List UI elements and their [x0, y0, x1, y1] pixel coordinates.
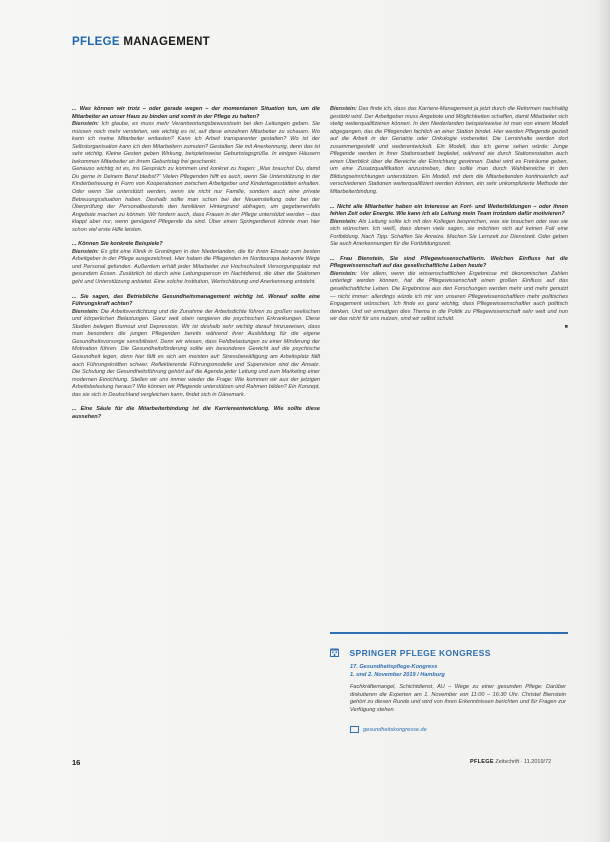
footer-magazine-name: PFLEGE	[470, 759, 494, 765]
box-subtitle-line: 17. Gesundheitspflege-Kongress	[350, 664, 438, 670]
paragraph-text: Genauso wichtig ist es, ins Gespräch zu kommen und konkret zu fragen: „Was brauchst Du, damit Du gerne in Deinem Beruf bleibst?“ Vielen Pflegenden hilft es auch, wenn Sie Unterstützung in der Kinderbetreuung in Form von Kooperationen zwischen Arbeitgeber und Kindertagesstätten erhalten. Oder wenn Sie unterstützt werden, wenn sie nicht nur Familie, sondern auch eine private Betreuungssituation haben. Deshalb sollte man schon bei der Neueinstellung oder bei der Überprüfung der Personalbestands den familiären Hintergrund abfragen, um gegebenenfalls Angebote machen zu können. Wir fordern auch, dass Frauen in der Pflege unterstützt werden – das klappt aber nur, wenn genügend Pflegende da sind. Über einen Springerdienst könnte man hier schon viel erste Hilfe leisten.	[72, 166, 320, 233]
paragraph-gap	[72, 287, 320, 294]
monitor-icon	[350, 726, 359, 733]
box-link[interactable]	[350, 726, 427, 733]
article-end-mark: ■	[564, 323, 568, 330]
kongress-info-box	[330, 632, 568, 742]
interview-answer	[72, 121, 320, 166]
answer-text: Die Arbeitsverdichtung und die Zunahme der Arbeitsdichte führen zu großen seelischen und körperlichen Belastungen. Ganz weit oben rangieren die psychischen Erkrankungen. Diese Studien belegen Burnout und Depression. Wir ist deshalb sehr wichtig darauf hinzuweisen, dass man besonders die jungen Pflegenden bereits während ihrer Ausbildung für die eigene Gesundheitsvorsorge sensibilisiert. Denn wir wissen, dass Fehlbelastungen zu einer Minderung der Motivation führen. Die Gesundheitsförderung sollte ein besonderes Gewicht auf die psychische Gesundheit legen, denn hier fällt es sich am meisten auf: Stressbewältigung am Arbeitsplatz fällt auch Führungskräften schwer. Reflektierende Führungsmodelle und Supervision sind der Ansatz. Die Schulung der Gesundheitsführung gehört auf die Agenda jeder Leitung und zum Marketing einer modernen Einrichtung. Stellen wir uns immer wieder die Frage: Wie kommen wir aus der jetzigen Arbeitsbelastung heraus? Wie können wir Pflegende unterstützen und Rahmen bilden? Ein Konzept, das sie sich in Deutschland vergleichen kann, findet sich in Dänemark.	[72, 308, 320, 398]
box-title: SPRINGER PFLEGE KONGRESS	[349, 647, 491, 658]
paragraph-gap	[72, 234, 320, 241]
answer-text: Es gibt eine Klinik in Gronlingen in den Niederlanden, die für ihren Einsatz zum besten Arbeitgeber in der Pflege ausgezeichnet. Hier haben die Pflegenden im Nordeuropa bekannte Wege und Personal gefunden. Außerdem erhält jeder Mitarbeiter zur Hochschulzeit Versorgungsplatz mit gesundem Essen. Zusätzlich ist durch eine Leitungsperson im Nachtdienst, die über die Stationen geht und Unterstützung anbietet. Eine solche Institution, Wertschätzung und Anerkennung entsteht.	[72, 248, 320, 286]
question-text: ... Frau Bienstein, Sie sind Pflegewissenschaftlerin. Welchen Einfluss hat die Pflegewissenschaft auf das gesellschaftliche Leben heute?	[330, 255, 568, 270]
speaker-label: Bienstein:	[330, 270, 357, 277]
right-column	[330, 106, 568, 331]
interview-question	[72, 406, 320, 421]
paragraph-gap	[72, 399, 320, 406]
box-subtitle	[350, 664, 445, 679]
box-header	[330, 644, 491, 662]
page-header	[72, 36, 210, 48]
interview-question	[330, 204, 568, 219]
answer-text: Vor allem, wenn die wissenschaftlichen Ergebnisse mit ökonomischen Zahlen unterlegt werden können, hat die Pflegewissenschaft einen großen Einfluss auf das gesellschaftliche Leben. Die Ergebnisse aus den Forschungen werden mehr und mehr genutzt — nicht immer: allerdings würde ich mir von unseren Pflegewissenschaftlern mehr politisches Engagement wünschen. Ich finde es ganz wichtig, dass Pflegewissenschaftler auch politisch denken. Und wir ermutigen dies Thema in die Politik zu Pflegewissenschaft sehr weit und nun wir das nicht für uns nutzen, sind wir selbst schuld.	[330, 270, 568, 323]
speaker-label: Bienstein:	[330, 218, 357, 225]
interview-answer	[72, 309, 320, 400]
building-icon	[330, 648, 339, 657]
answer-text: Das finde ich, dass das Karriere-Management ja jetzt durch die Reformen nachhaltig gestärkt wird. Der Arbeitgeber muss Angebote und Möglichkeiten schaffen, damit Mitarbeiter sich stetig weiterqualifizieren können. In den Niederlanden beispielsweise ist man von einem Modell abgegangen, das die Pflegenden fachlich an einer Station bindet. Hier werden Pflegende gezielt auf die Arbeit in der Geriatrie oder Onkologie vorbereitet. Die Lerninhalte werden dort zusammengestellt und weiterentwickelt. Ein Modell, das ich gerne sehen würde: Junge Pflegende werden in ihrer Stationsarbeit begleitet, während sie durch Stationsrotation auch einen Überblick über die Bereiche der Einrichtung gewinnen. Dabei wird es Freiräume geben, um eine Zusatzqualifikation anzustreben, dies sollte man durch Wahlbereiche in den Bildungseinrichtungen unterstützen. Ein Modell, mit dem die Mitarbeitenden kontinuierlich auf verschiedenen Stationen weiterqualifiziert werden können, ein sehr unkomplizierte Methode der Mitarbeiterbindung.	[330, 106, 568, 196]
interview-question	[72, 106, 320, 121]
paragraph-gap	[330, 249, 568, 256]
answer-text: Als Leitung sollte ich mit den Kollegen besprechen, was sie brauchen oder was sie sich wünschen. Ich weiß, dass denen viele sagen, sie möchten sich auf keinen Fall eine Fortbildung. Nach Tipp: Schaffen Sie Anreize. Machen Sie Lernzeit zur Dienstzeit. Oder geben Sie auch Anerkennungen für die Fortbildungszeit.	[330, 218, 569, 248]
page-binding-edge	[596, 0, 610, 842]
speaker-label: Bienstein:	[72, 308, 99, 315]
question-text: ... Sie sagen, das Betriebliche Gesundheitsmanagement wichtig ist. Worauf sollte eine Führungskraft achten?	[72, 293, 320, 308]
answer-text: Ich glaube, es muss mehr Verantwortungsbewusstsein bei den Leitungen geben. Sie müssen noch mehr verstehen, wie wichtig es ist, auf diese einzelnen Mitarbeiter zu schauen. Wo kann ich meine Mitarbeiter entlasten? Kann ich Arbeit transparenter gestalten? Wo ist der Selbstorganisation kann ich den Mitarbeitern zumuten? Gestalten Sie mit Anerkennung, denn das ist sehr wichtig. Kleine Gesten geben Wirkung, beispielsweise Geburtstagsgrüße. In einigen Häusern bekommen Mitarbeiter an ihrem Geburtstag frei geschenkt.	[72, 121, 320, 165]
question-text: ... Nicht alle Mitarbeiter haben ein Interesse an Fort- und Weiterbildungen – oder ihnen fehlen Zeit oder Energie. Wie kann ich als Leitung mein Team trotzdem dafür motivieren?	[330, 203, 568, 218]
speaker-label: Bienstein:	[330, 106, 357, 112]
speaker-label: Bienstein:	[72, 248, 99, 255]
speaker-label: Bienstein:	[72, 121, 99, 128]
box-link-text[interactable]: gesundheitskongresse.de	[363, 726, 427, 733]
paragraph-gap	[330, 197, 568, 204]
box-body: Fachkräftemangel, Schichtdienst, AU – Wege zu einer gesunden Pflege: Darüber diskutieren die Experten am 1. November von 11:00 – 16:30 Uhr. Christel Bienstein gehört zu diesen Runde und wird von ihren Erkenntnissen berichten und für Fragen zur Verfügung stehen.	[350, 684, 566, 713]
footer-issue: Zeitschrift · 11.2019/72	[495, 759, 552, 765]
body-paragraph	[72, 166, 320, 234]
interview-answer	[72, 249, 320, 287]
footer-magazine	[470, 759, 551, 765]
box-top-rule	[330, 632, 568, 634]
header-brand: PFLEGE	[72, 36, 120, 48]
interview-answer	[330, 219, 568, 249]
interview-answer	[330, 106, 568, 197]
box-subtitle-line: 1. und 2. November 2019 / Hamburg	[350, 671, 445, 678]
left-column	[72, 106, 320, 421]
interview-question	[72, 241, 320, 249]
interview-question	[330, 256, 568, 271]
question-text: ... Was können wir trotz – oder gerade wegen – der momentanen Situation tun, um die Mitarbeiter an unser Haus zu binden und somit in der Pflege zu halten?	[72, 106, 320, 120]
header-section: MANAGEMENT	[123, 36, 211, 48]
interview-question	[72, 294, 320, 309]
interview-answer	[330, 271, 568, 324]
page-number: 16	[72, 758, 81, 767]
question-text: ... Können Sie konkrete Beispiele?	[72, 241, 163, 248]
question-text: ... Eine Säule für die Mitarbeiterbindung ist die Karriereentwicklung. Wie sollte diese aussehen?	[72, 406, 320, 420]
